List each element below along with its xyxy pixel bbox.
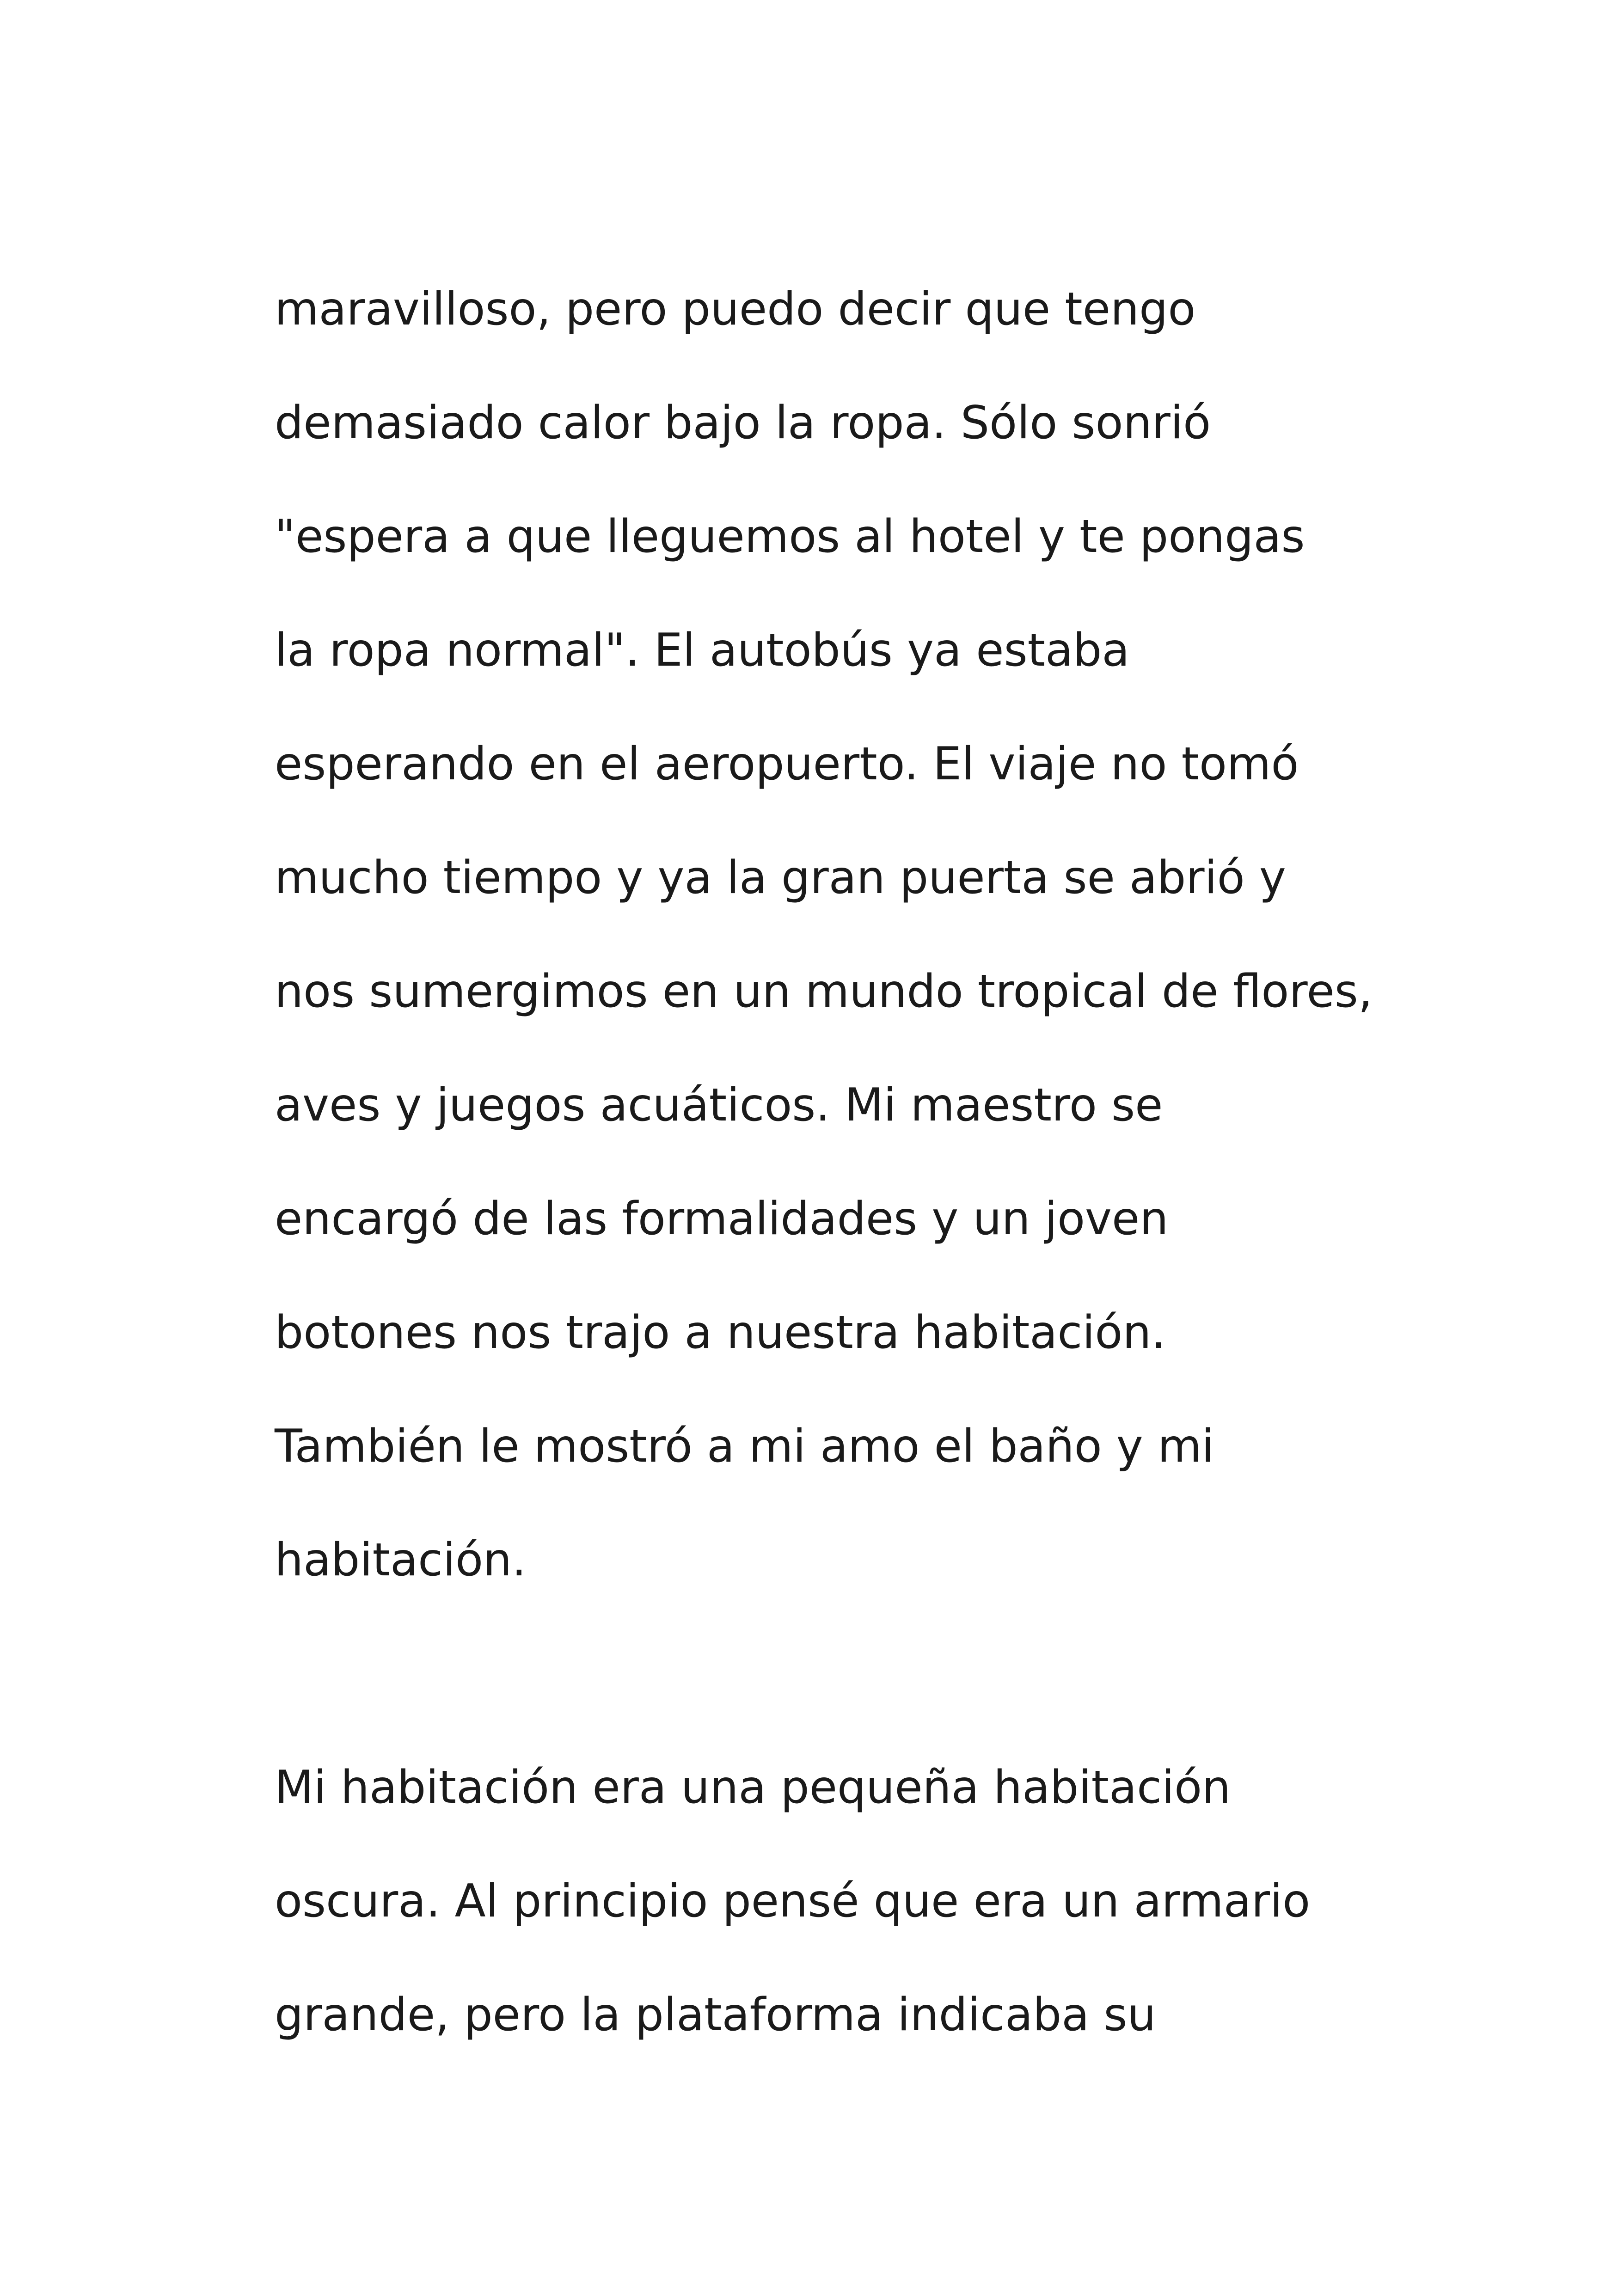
- paragraph-line: encargó de las formalidades y un joven: [275, 1193, 1169, 1245]
- paragraph-line: nos sumergimos en un mundo tropical de flores,: [275, 965, 1373, 1018]
- paragraph-line: botones nos trajo a nuestra habitación.: [275, 1306, 1166, 1359]
- paragraph-line: la ropa normal". El autobús ya estaba: [275, 624, 1130, 677]
- paragraph-line: habitación.: [275, 1534, 527, 1586]
- paragraph-line: maravilloso, pero puedo decir que tengo: [275, 283, 1196, 336]
- paragraph-line: grande, pero la plataforma indicaba su: [275, 1989, 1156, 2041]
- paragraph-2: [275, 1731, 1430, 2072]
- paragraph-line: esperando en el aeropuerto. El viaje no tomó: [275, 738, 1299, 790]
- paragraph-line: mucho tiempo y ya la gran puerta se abrió y: [275, 851, 1286, 904]
- paragraph-line: "espera a que lleguemos al hotel y te pongas: [275, 510, 1305, 563]
- paragraph-line: Mi habitación era una pequeña habitación: [275, 1761, 1231, 1814]
- paragraph-line: aves y juegos acuáticos. Mi maestro se: [275, 1079, 1163, 1132]
- paragraph-line: También le mostró a mi amo el baño y mi: [275, 1420, 1214, 1473]
- paragraph-line: oscura. Al principio pensé que era un armario: [275, 1875, 1311, 1928]
- paragraph-line: demasiado calor bajo la ropa. Sólo sonrió: [275, 397, 1211, 449]
- paragraph-1: [275, 252, 1430, 1617]
